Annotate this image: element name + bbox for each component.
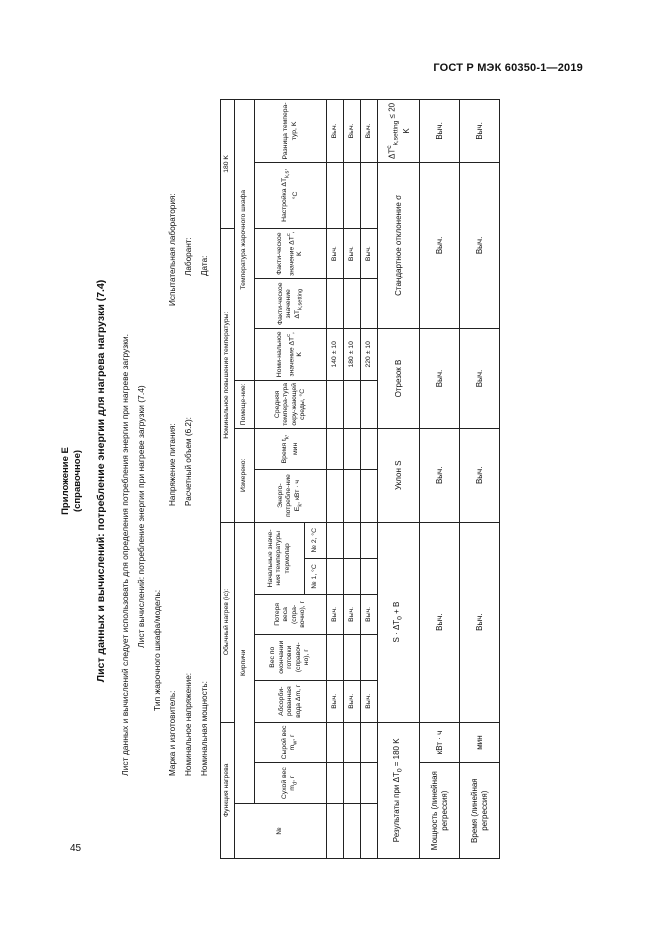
supply-voltage-label: Напряжение питания:: [168, 423, 177, 506]
calc-cell: Выч.: [460, 328, 500, 428]
sheet-caption: Лист вычислений: потребление энергии при нагреве загрузки (7.4): [136, 385, 146, 648]
col-number: №: [235, 804, 327, 859]
standard-header: ГОСТ Р МЭК 60350-1—2019: [433, 62, 583, 74]
formula-label: $S \cdot \Delta T_0 + B$: [378, 522, 420, 722]
slope-label: Уклон S: [378, 429, 420, 522]
calc-cell: Выч.: [327, 228, 344, 279]
table-row: [361, 100, 378, 859]
col-setting: Настройка $\Delta T_{k,s}$, °С: [255, 162, 327, 228]
nominal-value-cell: 220 ± 10: [361, 328, 378, 380]
normal-heating-label: Обычный нагрев (ic):: [221, 522, 235, 722]
rated-power-label: Номинальная мощность:: [200, 681, 209, 776]
calc-cell: Выч.: [344, 680, 361, 722]
segment-label: Отрезок B: [378, 328, 420, 428]
calc-cell: Выч.: [420, 429, 460, 522]
calc-cell: Выч.: [327, 100, 344, 163]
brand-label: Марка и изготовитель:: [168, 690, 177, 776]
rated-rise-label: Номинальное повышение температуры:: [221, 228, 235, 522]
nominal-value-cell: 180 ± 10: [344, 328, 361, 380]
calc-cell: Выч.: [344, 595, 361, 635]
test-lab-label: Испытательная лаборатория:: [168, 193, 177, 306]
col-temperature-difference: Разница темпера-тур, K: [255, 100, 327, 163]
intro-text: Лист данных и вычислений следует использовать для определения потребления энергии при нагреве загрузки.: [120, 334, 130, 776]
col-thermocouple-1: № 1, °С: [305, 558, 327, 594]
std-deviation-label: Стандартное отклонение σ: [378, 162, 420, 328]
col-wet-weight: Сырой вес $m_w$, г: [255, 722, 327, 763]
calc-cell: Выч.: [420, 522, 460, 722]
date-label: Дата:: [200, 255, 209, 276]
time-unit: мин: [460, 722, 500, 763]
col-weight-loss: Потеря веса (спра-вочно), г: [255, 595, 327, 635]
rotated-content: [60, 96, 560, 866]
appendix-type: (справочное): [72, 449, 83, 513]
appendix-label: Приложение Е: [60, 447, 71, 515]
col-initial-temperatures: Начальные значе-ния температуры термопар: [255, 522, 305, 595]
calc-cell: Выч.: [460, 429, 500, 522]
col-energy: Энерго-потребле-ние $E_k$, кВт · ч: [255, 469, 327, 522]
power-label: Мощность (линейная регрессия): [420, 763, 460, 859]
room-label: Помеще-ние:: [235, 380, 255, 428]
table-row: [344, 100, 361, 859]
bricks-label: Кирпичи: [235, 522, 255, 804]
oven-type-label: Тип жарочного шкафа/модель:: [152, 589, 162, 711]
appendix-heading: [60, 96, 84, 866]
volume-label: Расчетный объем (6.2):: [184, 417, 193, 506]
oven-temperature-label: Температура жарочного шкафа: [235, 100, 255, 381]
col-time: Время $t_k$, мин: [255, 429, 327, 470]
col-ambient-temperature: Средняя темпера-тура окру-жающей среды, °С: [255, 380, 327, 428]
col-actual-setting: Факти-ческое значение $\Delta T_{k,setting}$: [255, 279, 327, 328]
results-label: Результаты при $\Delta T_0 = 180$ K: [378, 722, 420, 858]
assistant-label: Лаборант:: [184, 237, 193, 276]
page-title: Лист данных и вычислений: потребление энергии для нагрева нагрузки (7.4): [95, 279, 107, 683]
calc-cell: Выч.: [327, 595, 344, 635]
calc-cell: Выч.: [361, 100, 378, 163]
col-nominal-value: Номи-нальное значение $\Delta T^c$, K: [255, 328, 327, 380]
tolerance-label: $\Delta T^c_{k,setting} \le 20$ K: [378, 100, 420, 163]
calc-cell: Выч.: [361, 680, 378, 722]
measured-label: Измерено:: [235, 429, 255, 522]
calc-cell: Выч.: [344, 228, 361, 279]
col-actual-value: Факти-ческое значение $\Delta T^c$, K: [255, 228, 327, 279]
data-table: [220, 99, 500, 859]
calc-cell: Выч.: [327, 680, 344, 722]
calc-cell: Выч.: [361, 228, 378, 279]
col-weight-after-cooking: Вес по окончании готовки (справоч-но), г: [255, 634, 327, 680]
col-dry-weight: Сухой вес $m_d$, г: [255, 763, 327, 804]
calc-cell: Выч.: [420, 100, 460, 163]
nominal-value-cell: 140 ± 10: [327, 328, 344, 380]
page-number: 45: [70, 843, 82, 854]
calc-cell: Выч.: [420, 162, 460, 328]
calc-cell: Выч.: [420, 328, 460, 428]
calc-cell: Выч.: [460, 100, 500, 163]
calc-cell: Выч.: [344, 100, 361, 163]
calc-cell: Выч.: [361, 595, 378, 635]
table-row: [327, 100, 344, 859]
rated-voltage-label: Номинальное напряжение:: [184, 672, 193, 776]
col-absorbed-water: Абсорби-рованная вода Δm, г: [255, 680, 327, 722]
heating-function-label: Функция нагрева: [221, 722, 235, 858]
calc-cell: Выч.: [460, 162, 500, 328]
time-label: Время (линейная регрессия): [460, 763, 500, 859]
calc-cell: Выч.: [460, 522, 500, 722]
power-unit: кВт · ч: [420, 722, 460, 763]
rise-value: 180 K: [221, 100, 235, 229]
col-thermocouple-2: № 2, °С: [305, 522, 327, 558]
